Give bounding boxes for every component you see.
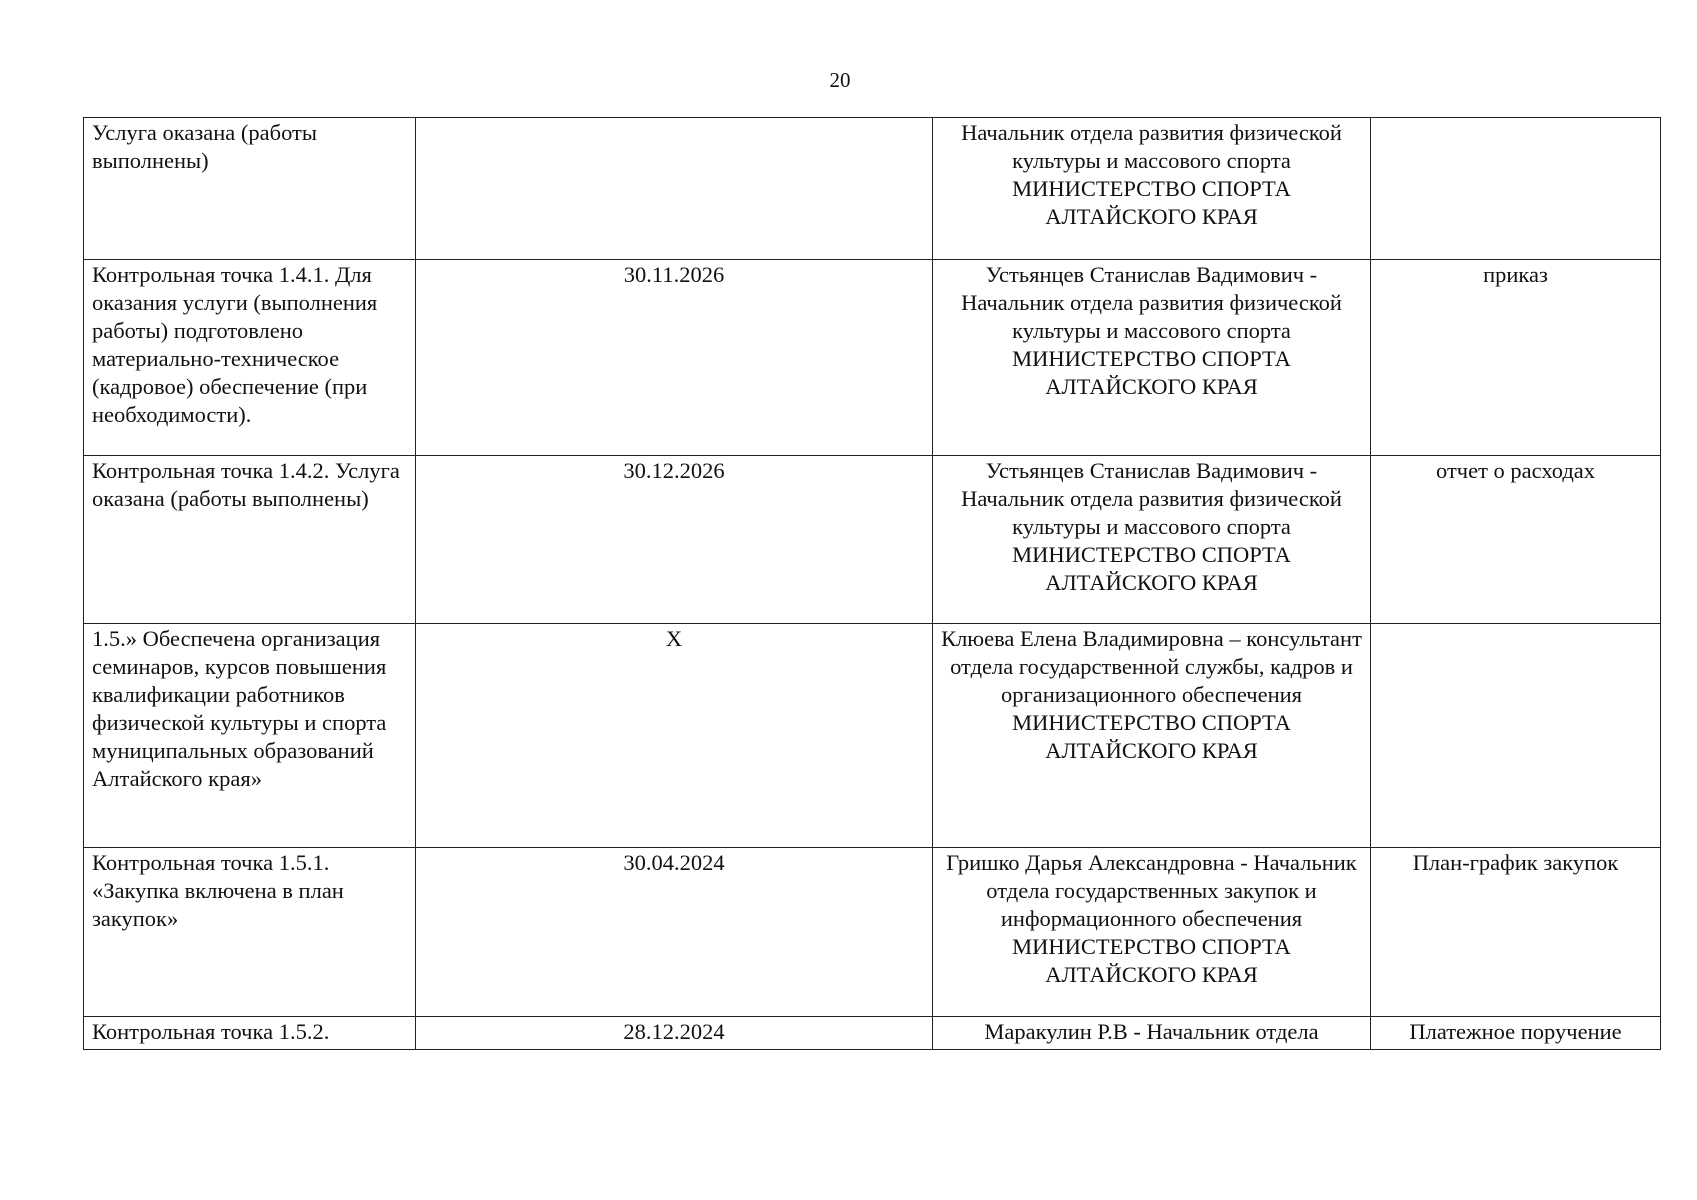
ministry-name: МИНИСТЕРСТВО СПОРТА АЛТАЙСКОГО КРАЯ [1012,346,1291,399]
event-name-cell: Услуга оказана (работы выполнены) [84,118,416,260]
deadline-cell: 30.12.2026 [416,456,933,624]
document-cell [1371,624,1661,848]
responsible-person: Устьянцев Станислав Вадимович - Начальник отдела развития физической культуры и массового спорта [961,458,1342,539]
table-row [84,118,1661,260]
ministry-name: МИНИСТЕРСТВО СПОРТА АЛТАЙСКОГО КРАЯ [1012,542,1291,595]
event-name-cell: 1.5.» Обеспечена организация семинаров, курсов повышения квалификации работников физической культуры и спорта муниципальных образований Алтайского края» [84,624,416,848]
responsible-cell [933,624,1371,848]
ministry-name: МИНИСТЕРСТВО СПОРТА АЛТАЙСКОГО КРАЯ [1012,934,1291,987]
responsible-cell [933,848,1371,1017]
document-cell [1371,118,1661,260]
document-cell: План-график закупок [1371,848,1661,1017]
responsible-cell [933,118,1371,260]
responsible-person: Клюева Елена Владимировна – консультант отдела государственной службы, кадров и организационного обеспечения [941,626,1362,707]
ministry-name: МИНИСТЕРСТВО СПОРТА АЛТАЙСКОГО КРАЯ [1012,710,1291,763]
document-cell: приказ [1371,260,1661,456]
event-name-cell: Контрольная точка 1.4.1. Для оказания услуги (выполнения работы) подготовлено материально-техническое (кадровое) обеспечение (при необходимости). [84,260,416,456]
table-row [84,848,1661,1017]
responsible-person: Начальник отдела развития физической культуры и массового спорта [961,120,1342,173]
table-row [84,260,1661,456]
responsible-cell [933,456,1371,624]
ministry-name: МИНИСТЕРСТВО СПОРТА АЛТАЙСКОГО КРАЯ [1012,176,1291,229]
event-name-cell: Контрольная точка 1.5.2. [84,1017,416,1050]
responsible-person: Устьянцев Станислав Вадимович - Начальник отдела развития физической культуры и массового спорта [961,262,1342,343]
deadline-cell: 28.12.2024 [416,1017,933,1050]
deadline-cell: 30.04.2024 [416,848,933,1017]
event-name-cell: Контрольная точка 1.5.1. «Закупка включена в план закупок» [84,848,416,1017]
table-row [84,456,1661,624]
page-number: 20 [829,68,851,92]
responsible-cell [933,260,1371,456]
event-name-cell: Контрольная точка 1.4.2. Услуга оказана (работы выполнены) [84,456,416,624]
deadline-cell: 30.11.2026 [416,260,933,456]
control-points-table [83,117,1661,1050]
responsible-cell [933,1017,1371,1050]
table-row [84,624,1661,848]
document-cell: отчет о расходах [1371,456,1661,624]
deadline-cell: X [416,624,933,848]
deadline-cell [416,118,933,260]
responsible-person: Маракулин Р.В - Начальник отдела [984,1019,1319,1044]
responsible-person: Гришко Дарья Александровна - Начальник отдела государственных закупок и информационного обеспечения [946,850,1357,931]
document-cell: Платежное поручение [1371,1017,1661,1050]
table-row [84,1017,1661,1050]
